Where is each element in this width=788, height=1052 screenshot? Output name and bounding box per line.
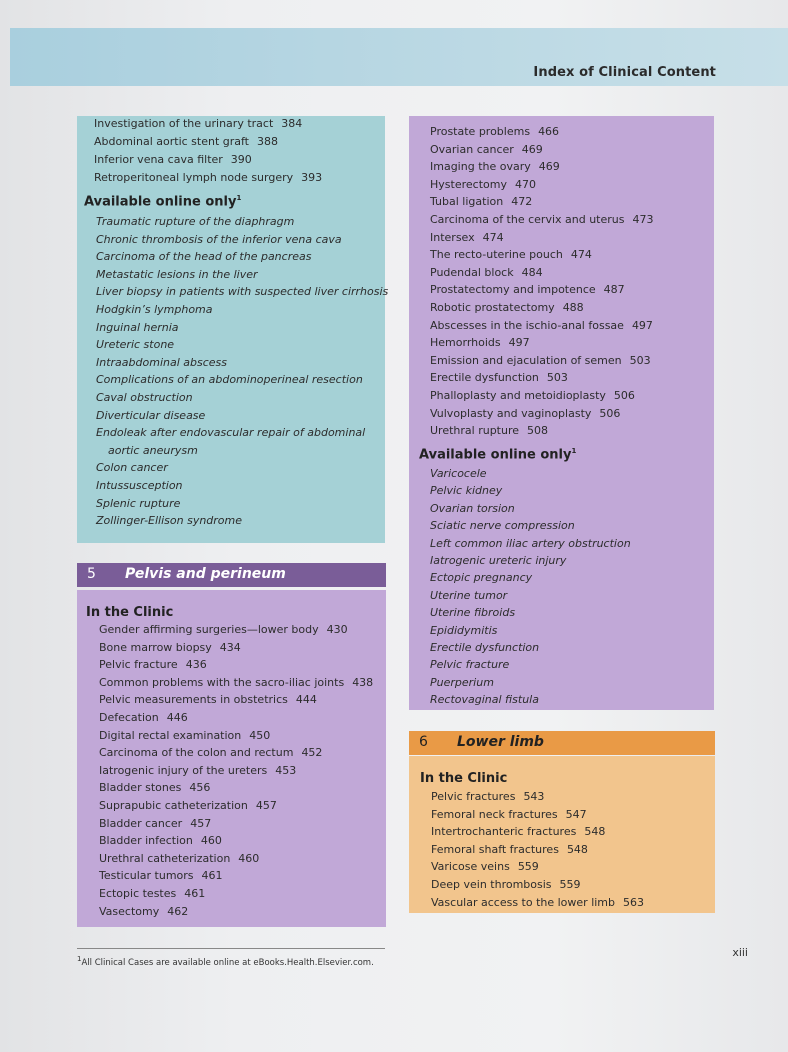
index-entry bbox=[96, 409, 205, 423]
entry-title: Bladder infection bbox=[99, 834, 193, 848]
index-entry bbox=[430, 571, 532, 585]
index-entry bbox=[96, 250, 311, 264]
entry-title: Digital rectal examination bbox=[99, 728, 242, 742]
index-entry bbox=[430, 195, 532, 209]
entry-title: Prostate problems bbox=[430, 125, 531, 138]
entry-title: Imaging the ovary bbox=[430, 160, 531, 174]
entry-title: Femoral shaft fractures bbox=[431, 842, 559, 856]
entry-page: 559 bbox=[559, 878, 581, 891]
index-entry bbox=[430, 407, 620, 421]
index-entry bbox=[431, 843, 588, 857]
entry-title: Prostatectomy and impotence bbox=[430, 283, 596, 297]
entry-title: Varicose veins bbox=[431, 860, 510, 874]
entry-title: Ectopic pregnancy bbox=[430, 571, 533, 585]
entry-title: Pelvic fracture bbox=[430, 658, 510, 672]
footnote: $^1$All Clinical Cases are available online at eBooks.Health.Elsevier.com. bbox=[77, 955, 374, 968]
entry-page: 563 bbox=[623, 895, 645, 909]
entry-page: 390 bbox=[230, 153, 252, 166]
entry-title: Traumatic rupture of the diaphragm bbox=[96, 215, 295, 228]
entry-page: 384 bbox=[281, 117, 303, 130]
index-entry bbox=[431, 878, 581, 892]
index-entry bbox=[96, 356, 227, 370]
clinic-heading: In the Clinic bbox=[420, 771, 508, 786]
entry-title: Bone marrow biopsy bbox=[99, 640, 212, 654]
index-entry bbox=[94, 171, 322, 185]
index-entry bbox=[430, 213, 654, 227]
entry-title: Retroperitoneal lymph node surgery bbox=[94, 171, 294, 184]
entry-title: Epididymitis bbox=[430, 623, 498, 637]
entry-page: 506 bbox=[613, 389, 635, 402]
entry-page: 503 bbox=[629, 353, 651, 367]
index-entry bbox=[96, 373, 363, 387]
section-number: 6 bbox=[419, 734, 428, 750]
index-entry bbox=[430, 606, 515, 620]
entry-title: Erectile dysfunction bbox=[430, 371, 539, 385]
index-entry bbox=[430, 143, 543, 157]
index-entry bbox=[96, 285, 388, 299]
entry-page: 466 bbox=[538, 125, 560, 138]
entry-title: Bladder cancer bbox=[99, 816, 183, 830]
section-5-bar bbox=[77, 563, 386, 587]
entry-title: Uterine fibroids bbox=[430, 606, 516, 620]
entry-page: 460 bbox=[200, 834, 222, 848]
entry-title: Chronic thrombosis of the inferior vena cava bbox=[96, 232, 342, 246]
entry-title: Carcinoma of the cervix and uterus bbox=[430, 213, 625, 226]
entry-page: 508 bbox=[527, 424, 549, 438]
entry-title: Hodgkin’s lymphoma bbox=[96, 303, 213, 316]
entry-title: Hemorrhoids bbox=[430, 336, 501, 350]
entry-page: 488 bbox=[562, 301, 584, 314]
entry-title: Vasectomy bbox=[99, 904, 160, 918]
entry-title: aortic aneurysm bbox=[108, 443, 198, 457]
index-entry bbox=[99, 729, 270, 743]
entry-title: Inguinal hernia bbox=[96, 320, 179, 334]
entry-title: Ovarian cancer bbox=[430, 142, 514, 156]
entry-page: 457 bbox=[255, 799, 277, 812]
index-entry bbox=[430, 589, 507, 603]
index-entry bbox=[430, 283, 625, 297]
entry-page: 453 bbox=[275, 763, 297, 777]
entry-page: 543 bbox=[523, 790, 545, 803]
index-entry bbox=[94, 135, 278, 149]
entry-title: Vascular access to the lower limb bbox=[431, 895, 616, 909]
index-entry bbox=[99, 641, 241, 655]
index-entry bbox=[96, 497, 180, 511]
entry-page: 430 bbox=[326, 623, 348, 636]
entry-page: 388 bbox=[257, 135, 278, 148]
entry-page: 472 bbox=[511, 195, 533, 209]
entry-title: Carcinoma of the colon and rectum bbox=[99, 746, 294, 760]
index-entry bbox=[99, 711, 188, 725]
index-entry bbox=[96, 233, 342, 247]
entry-page: 497 bbox=[508, 336, 530, 350]
index-entry bbox=[99, 799, 277, 813]
entry-title: Left common iliac artery obstruction bbox=[430, 536, 631, 550]
footnote-rule bbox=[77, 948, 385, 949]
entry-title: Iatrogenic ureteric injury bbox=[430, 554, 567, 567]
index-entry bbox=[430, 266, 543, 280]
page-number: xiii bbox=[732, 946, 748, 959]
index-entry bbox=[108, 444, 198, 458]
index-entry bbox=[430, 554, 566, 568]
entry-title: Intertrochanteric fractures bbox=[431, 825, 577, 839]
entry-title: Deep vein thrombosis bbox=[431, 878, 552, 891]
index-entry bbox=[99, 623, 348, 637]
entry-title: Phalloplasty and metoidioplasty bbox=[430, 389, 606, 402]
entry-title: Caval obstruction bbox=[96, 391, 193, 404]
entry-title: Uterine tumor bbox=[430, 588, 508, 602]
entry-title: Emission and ejaculation of semen bbox=[430, 353, 622, 367]
index-entry bbox=[96, 303, 213, 317]
entry-page: 469 bbox=[521, 142, 543, 156]
entry-page: 438 bbox=[352, 675, 374, 689]
index-entry bbox=[430, 336, 530, 350]
entry-title: Abdominal aortic stent graft bbox=[94, 135, 249, 148]
entry-title: Complications of an abdominoperineal resection bbox=[96, 373, 363, 387]
entry-page: 503 bbox=[546, 371, 568, 385]
entry-title: Hysterectomy bbox=[430, 177, 507, 191]
entry-title: Inferior vena cava filter bbox=[94, 153, 223, 166]
entry-title: Ectopic testes bbox=[99, 887, 177, 900]
index-entry bbox=[430, 658, 509, 672]
entry-page: 474 bbox=[482, 230, 504, 244]
index-entry bbox=[430, 641, 539, 655]
index-entry bbox=[99, 869, 223, 883]
index-entry bbox=[430, 160, 560, 174]
entry-title: Robotic prostatectomy bbox=[430, 301, 555, 314]
index-entry bbox=[99, 658, 207, 672]
section-title: Pelvis and perineum bbox=[125, 566, 286, 582]
entry-title: Metastatic lesions in the liver bbox=[96, 267, 258, 281]
entry-title: Abscesses in the ischio-anal fossae bbox=[430, 318, 624, 332]
index-entry bbox=[431, 790, 544, 804]
entry-title: Sciatic nerve compression bbox=[430, 519, 575, 533]
index-entry bbox=[430, 467, 487, 481]
index-entry bbox=[99, 852, 259, 866]
index-entry bbox=[431, 896, 644, 910]
entry-page: 484 bbox=[521, 265, 543, 279]
section-title: Lower limb bbox=[457, 734, 544, 750]
index-entry bbox=[430, 301, 584, 315]
entry-title: Common problems with the sacro-iliac joints bbox=[99, 675, 345, 689]
index-entry bbox=[430, 676, 494, 690]
entry-page: 393 bbox=[301, 171, 323, 184]
index-entry bbox=[430, 502, 515, 516]
index-entry bbox=[96, 268, 258, 282]
index-entry bbox=[430, 389, 635, 403]
entry-page: 474 bbox=[570, 248, 592, 262]
entry-title: Rectovaginal fistula bbox=[430, 693, 539, 707]
entry-title: Investigation of the urinary tract bbox=[94, 117, 274, 130]
index-entry bbox=[99, 676, 373, 690]
entry-title: Diverticular disease bbox=[96, 408, 206, 422]
entry-page: 446 bbox=[166, 711, 188, 724]
entry-page: 548 bbox=[584, 825, 606, 839]
entry-title: Pudendal block bbox=[430, 265, 514, 279]
entry-title: Intraabdominal abscess bbox=[96, 355, 227, 369]
index-entry bbox=[99, 887, 205, 901]
entry-title: Pelvic measurements in obstetrics bbox=[99, 693, 288, 707]
entry-page: 436 bbox=[185, 658, 207, 672]
index-entry bbox=[430, 231, 504, 245]
online-heading: Available online only$^1$ bbox=[84, 194, 242, 210]
index-entry bbox=[99, 817, 211, 831]
entry-page: 469 bbox=[538, 160, 560, 174]
entry-title: Pelvic fracture bbox=[99, 658, 178, 672]
entry-page: 444 bbox=[295, 693, 317, 707]
entry-page: 548 bbox=[566, 842, 588, 856]
index-entry bbox=[430, 484, 502, 498]
index-entry bbox=[96, 338, 174, 352]
section-number: 5 bbox=[87, 566, 96, 582]
index-entry bbox=[430, 693, 539, 707]
entry-title: Pelvic kidney bbox=[430, 484, 503, 498]
online-heading: Available online only$^1$ bbox=[419, 447, 577, 463]
index-entry bbox=[99, 746, 322, 760]
entry-title: Ovarian torsion bbox=[430, 501, 515, 515]
index-entry bbox=[99, 834, 222, 848]
entry-title: Vulvoplasty and vaginoplasty bbox=[430, 406, 592, 420]
index-entry bbox=[96, 321, 179, 335]
entry-title: Defecation bbox=[99, 711, 159, 724]
entry-title: Intersex bbox=[430, 230, 475, 244]
index-entry bbox=[96, 479, 183, 493]
index-entry bbox=[99, 693, 317, 707]
index-entry bbox=[430, 178, 536, 192]
entry-page: 461 bbox=[184, 887, 206, 900]
entry-page: 470 bbox=[514, 177, 536, 191]
section-6-bar bbox=[409, 731, 715, 755]
index-entry bbox=[431, 860, 539, 874]
entry-title: Urethral catheterization bbox=[99, 851, 231, 865]
entry-page: 452 bbox=[301, 746, 323, 760]
index-entry bbox=[430, 424, 548, 438]
index-entry bbox=[430, 537, 631, 551]
entry-page: 559 bbox=[517, 860, 539, 874]
entry-title: The recto-uterine pouch bbox=[430, 248, 563, 262]
index-entry bbox=[430, 624, 497, 638]
entry-title: Splenic rupture bbox=[96, 496, 181, 510]
index-entry bbox=[430, 248, 592, 262]
entry-page: 434 bbox=[219, 640, 241, 654]
entry-title: Urethral rupture bbox=[430, 424, 520, 438]
index-entry bbox=[94, 117, 302, 131]
entry-title: Colon cancer bbox=[96, 461, 168, 475]
entry-title: Endoleak after endovascular repair of abdominal bbox=[96, 426, 366, 440]
index-entry bbox=[99, 781, 210, 795]
index-entry bbox=[99, 905, 188, 919]
entry-title: Liver biopsy in patients with suspected liver cirrhosis bbox=[96, 285, 389, 299]
index-entry bbox=[94, 153, 252, 167]
entry-title: Erectile dysfunction bbox=[430, 641, 540, 654]
entry-page: 456 bbox=[189, 781, 211, 795]
entry-page: 487 bbox=[603, 283, 625, 297]
index-entry bbox=[430, 371, 568, 385]
entry-page: 497 bbox=[631, 318, 653, 332]
index-entry bbox=[96, 215, 294, 229]
index-entry bbox=[430, 125, 559, 139]
index-entry bbox=[430, 319, 653, 333]
entry-title: Puerperium bbox=[430, 675, 494, 689]
entry-page: 473 bbox=[632, 213, 654, 226]
entry-title: Tubal ligation bbox=[430, 195, 504, 209]
index-entry bbox=[430, 519, 575, 533]
index-entry bbox=[96, 461, 168, 475]
index-entry bbox=[99, 764, 296, 778]
entry-title: Gender affirming surgeries—lower body bbox=[99, 623, 319, 636]
entry-title: Carcinoma of the head of the pancreas bbox=[96, 250, 312, 264]
entry-page: 457 bbox=[190, 816, 212, 830]
entry-title: Bladder stones bbox=[99, 781, 182, 795]
entry-page: 462 bbox=[167, 904, 189, 918]
page-title: Index of Clinical Content bbox=[533, 65, 716, 80]
entry-title: Intussusception bbox=[96, 479, 183, 492]
entry-page: 450 bbox=[249, 728, 271, 742]
index-entry bbox=[431, 825, 605, 839]
entry-title: Zollinger-Ellison syndrome bbox=[96, 514, 243, 528]
entry-page: 506 bbox=[599, 406, 621, 420]
entry-title: Suprapubic catheterization bbox=[99, 799, 248, 812]
entry-page: 461 bbox=[201, 869, 223, 883]
entry-page: 460 bbox=[238, 851, 260, 865]
index-entry bbox=[96, 514, 242, 528]
entry-title: Femoral neck fractures bbox=[431, 807, 558, 821]
entry-title: Varicocele bbox=[430, 467, 487, 480]
entry-title: Pelvic fractures bbox=[431, 790, 516, 803]
index-entry bbox=[431, 808, 587, 822]
entry-title: Iatrogenic injury of the ureters bbox=[99, 763, 268, 777]
index-entry bbox=[96, 426, 365, 440]
entry-page: 547 bbox=[565, 807, 587, 821]
index-entry bbox=[96, 391, 193, 405]
index-entry bbox=[430, 354, 651, 368]
entry-title: Ureteric stone bbox=[96, 338, 175, 352]
clinic-heading: In the Clinic bbox=[86, 605, 174, 620]
entry-title: Testicular tumors bbox=[99, 869, 194, 883]
